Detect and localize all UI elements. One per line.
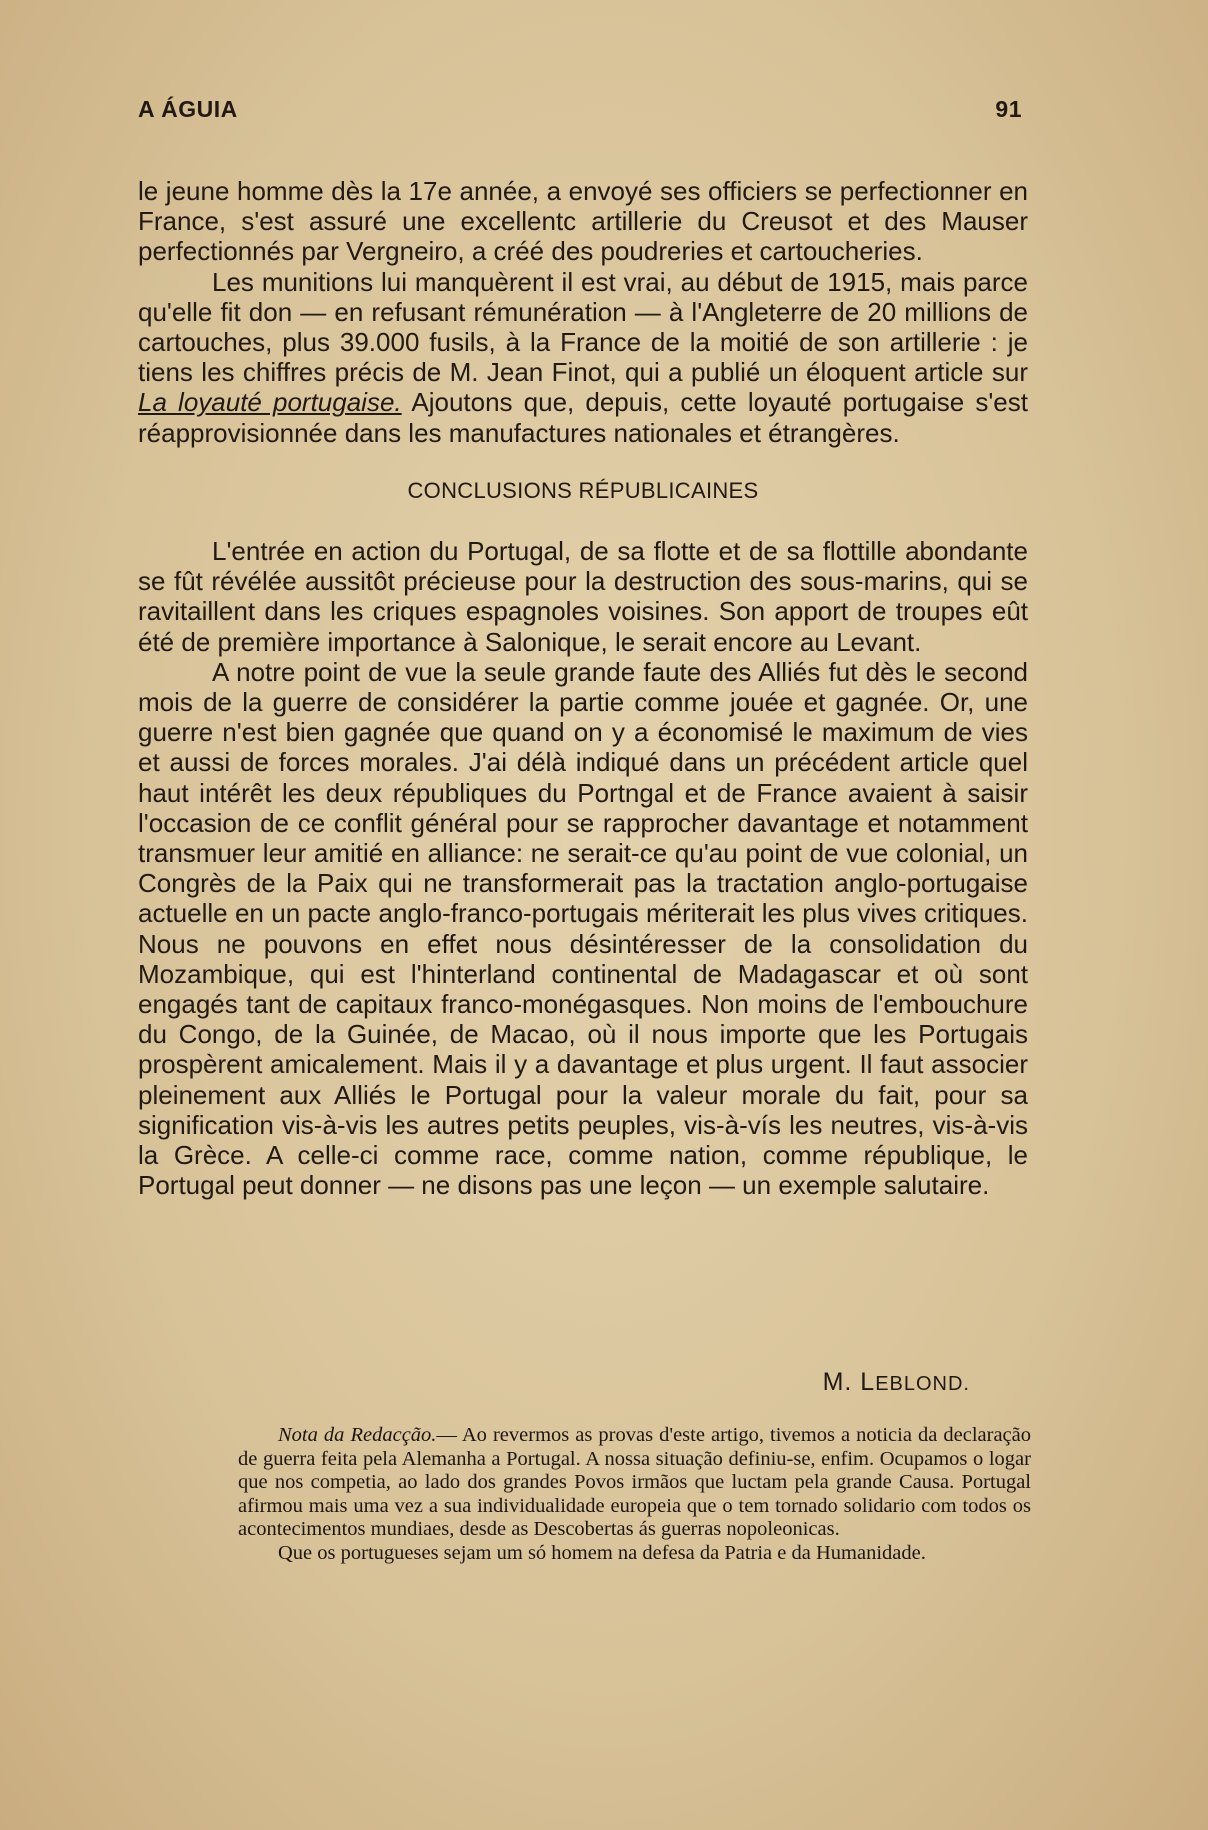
note-paragraph (238, 1424, 1031, 1542)
editorial-note (238, 1424, 1031, 1565)
signature-initial: M. L (822, 1368, 876, 1396)
paragraph-2 (138, 267, 1028, 448)
page-number: 91 (995, 96, 1022, 122)
article-title-reference: La loyauté portugaise. (138, 387, 402, 418)
note-closing: Que os portugueses sejam um só homem na defesa da Patria e da Humanidade. (278, 1541, 926, 1564)
article-body (138, 176, 1028, 1201)
paragraph-3: L'entrée en action du Portugal, de sa flotte et de sa flottille abondante se fût révélée aussitôt précieuse pour la destruction des sous-marins, qui se ravitaillent dans les criques espagnoles voisines. Son apport de troupes eût été de première importance à Salonique, le serait encore au Levant. (138, 536, 1028, 657)
paragraph-1: le jeune homme dès la 17e année, a envoyé ses officiers se perfectionner en France, s'est assuré une excellentc artillerie du Creusot et des Mauser perfectionnés par Vergneiro, a créé des poudreries et cartoucheries. (138, 176, 1028, 267)
paragraph-2-text: Les munitions lui manquèrent il est vrai, au début de 1915, mais parce qu'elle fit don — en refusant rémunération — à l'Angleterre de 20 millions de cartouches, plus 39.000 fusils, à la France de la moitié de son artillerie : je tiens les chiffres précis de M. Jean Finot, qui a publié un éloquent article sur (138, 266, 1028, 388)
author-signature (823, 1368, 970, 1397)
journal-title: A ÁGUIA (138, 96, 238, 122)
note-text: — Ao revermos as provas d'este artigo, tivemos a noticia da declaração de guerra feita pela Alemanha a Portugal. A nossa situação definiu-se, enfim. Ocupamos o logar que nos competia, ao lado dos grandes Povos irmãos que luctam pela grande Causa. Portugal afirmou mais uma vez a sua individualidade europeia que o tem tornado solidario com todos os acontecimentos mundiaes, desde as Descobertas ás guerras nopoleonicas. (238, 1424, 1031, 1540)
signature-rest: EBLOND. (875, 1373, 970, 1395)
section-heading: CONCLUSIONS RÉPUBLICAINES (407, 477, 759, 503)
paragraph-4: A notre point de vue la seule grande faute des Alliés fut dès le second mois de la guerre de considérer la partie comme jouée et gagnée. Or, une guerre n'est bien gagnée que quand on y a économisé le maximum de vies et aussi de forces morales. J'ai délà indiqué dans un précédent article quel haut intérêt les deux républiques du Portngal et de France avaient à saisir l'occasion de ce conflit général pour se rapprocher davantage et notamment transmuer leur amitié en alliance: ne serait-ce qu'au point de vue colonial, un Congrès de la Paix qui ne transformerait pas la tractation anglo-portugaise actuelle en un pacte anglo-franco-portugais mériterait les plus vives critiques. Nous ne pouvons en effet nous désintéresser de la consolidation du Mozambique, qui est l'hinterland continental de Madagascar et où sont engagés tant de capitaux franco-monégasques. Non moins de l'embouchure du Congo, de la Guinée, de Macao, où il nous importe que les Portugais prospèrent amicalement. Mais il y a davantage et plus urgent. Il faut associer pleinement aux Alliés le Portugal pour la valeur morale du fait, pour sa signification vis-à-vis les autres petits peuples, vis-à-vís les neutres, vis-à-vis la Grèce. A celle-ci comme race, comme nation, comme république, le Portugal peut donner — ne disons pas une leçon — un exemple salutaire. (138, 656, 1028, 1201)
paragraph-2-end: Ajoutons que, depuis, cette loyauté portugaise s'est réapprovisionnée dans les manufactures nationales et étrangères. (138, 387, 1028, 448)
running-header (138, 96, 1022, 123)
note-lead: Nota da Redacção. (278, 1424, 437, 1446)
